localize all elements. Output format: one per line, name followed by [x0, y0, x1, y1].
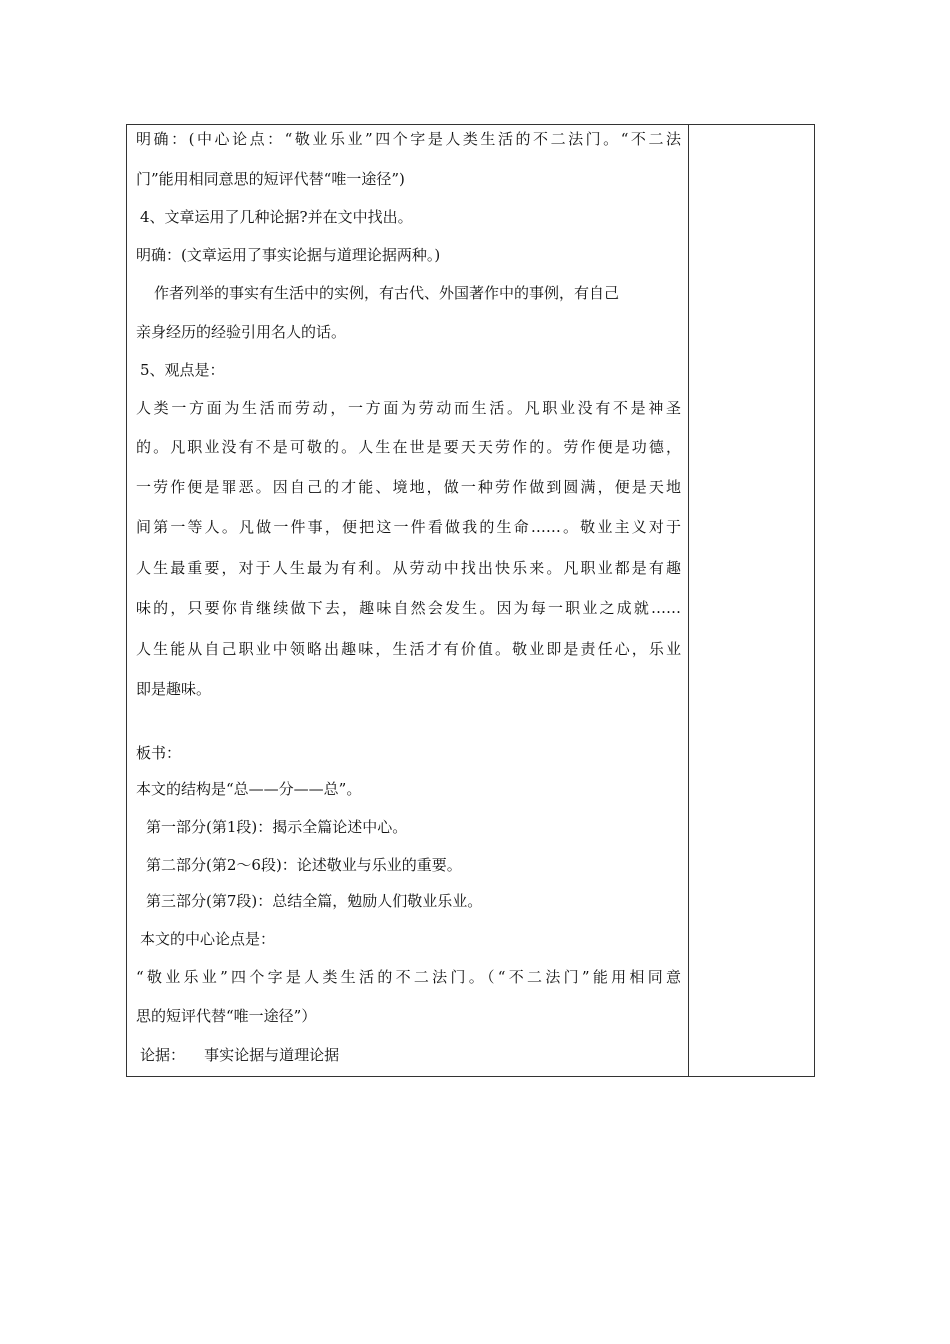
- text-line: 一劳作便是罪恶。因自己的才能、境地，做一种劳作做到圆满，便是天地: [136, 478, 681, 496]
- text-line: 论据： 事实论据与道理论据: [140, 1046, 340, 1064]
- text-line: 本文的中心论点是：: [140, 930, 276, 948]
- text-line: 本文的结构是“总——分——总”。: [136, 780, 362, 798]
- text-line: 的。凡职业没有不是可敬的。人生在世是要天天劳作的。劳作便是功德，: [136, 438, 681, 456]
- board-heading: 板书：: [136, 744, 182, 762]
- text-line: 作者列举的事实有生活中的实例，有古代、外国著作中的事例，有自己: [154, 284, 620, 302]
- text-line: 明确：(中心论点：“敬业乐业”四个字是人类生活的不二法门。“不二法: [136, 130, 681, 148]
- lesson-table: [126, 124, 815, 1077]
- text-line: 第二部分(第2～6段)：论述敬业与乐业的重要。: [146, 856, 462, 874]
- text-line: 第一部分(第1段)：揭示全篇论述中心。: [146, 818, 408, 836]
- text-line: 即是趣味。: [136, 680, 212, 698]
- text-line: 亲身经历的经验引用名人的话。: [136, 323, 347, 341]
- text-line: 5、观点是：: [140, 361, 225, 379]
- text-line: 人类一方面为生活而劳动，一方面为劳动而生活。凡职业没有不是神圣: [136, 399, 681, 417]
- text-line: 人生能从自己职业中领略出趣味，生活才有价值。敬业即是责任心，乐业: [136, 640, 681, 658]
- column-divider: [688, 125, 689, 1076]
- text-line: 4、文章运用了几种论据?并在文中找出。: [140, 208, 413, 226]
- text-line: 味的，只要你肯继续做下去，趣味自然会发生。因为每一职业之成就……: [136, 599, 681, 617]
- text-line: 第三部分(第7段)：总结全篇，勉励人们敬业乐业。: [146, 892, 483, 910]
- text-line: 思的短评代替“唯一途径”）: [136, 1007, 317, 1025]
- text-line: “敬业乐业”四个字是人类生活的不二法门。（“不二法门”能用相同意: [136, 968, 681, 986]
- text-line: 明确：(文章运用了事实论据与道理论据两种。): [136, 246, 441, 264]
- text-line: 门”能用相同意思的短评代替“唯一途径”): [136, 170, 405, 188]
- text-line: 人生最重要，对于人生最为有利。从劳动中找出快乐来。凡职业都是有趣: [136, 559, 681, 577]
- text-line: 间第一等人。凡做一件事，便把这一件看做我的生命……。敬业主义对于: [136, 518, 681, 536]
